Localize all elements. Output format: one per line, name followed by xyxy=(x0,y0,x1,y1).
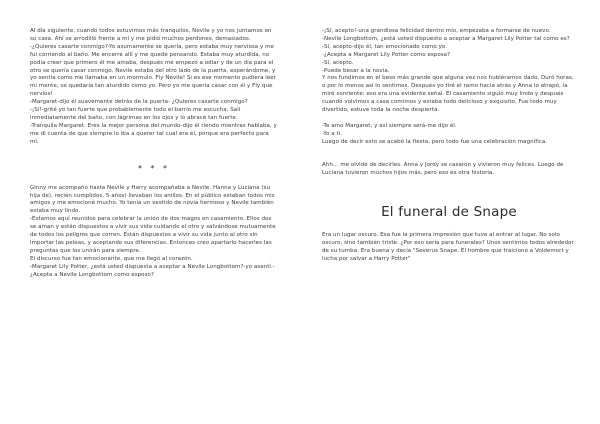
paragraph: -¡Sí, acepto!-una grandiosa felicidad dentro mío, empezaba a formarse de nuevo. xyxy=(322,28,551,34)
paragraph: -Puede besar a la novia. xyxy=(322,67,390,74)
paragraph: Era un lugar oscuro. Esa fue la primera impresión que tuve al entrar al lugar. No solo oscuro, sino también triste. ¿Por eso sería para funerales? Unos sentimos todos alrededor de su tumba. Era buena y decía "Severus Snape. El hombre que traicionó a Voldemort y lucha por salvar a Harry Potter" xyxy=(322,232,574,262)
paragraph: Ahh… me olvidé de decirles. Anna y Jordy se casaron y vivieron muy felices. Luego de Luciana tuvieron muchos hijos más, pero eso es otra historia. xyxy=(322,162,564,177)
paragraph: -¿Acepta a Margaret Lily Potter como esposa? xyxy=(322,51,451,58)
paragraph: -Te amo Margaret, y así siempre será-me dijo él. xyxy=(322,122,457,129)
right-page xyxy=(300,0,600,424)
paragraph: Y nos fundimos en el beso más grande que alguna vez nos hubiéramos dado. Duró horas, o por lo menos así lo sentimos. Después yo tiré el ramo hacia atrás y Anna lo atrapó, la miré sonriente: eso era una evidente señal. El casamiento siguió muy lindo y después cuando volvimos a casa comimos y estaba todo delicioso y exquisito. Fue todo muy divertido, estuve toda la noche despierta. xyxy=(322,75,574,114)
paragraph: El discurso fue tan emocionante, que me llegó al corazón. xyxy=(30,255,193,262)
paragraph: -Sí, acepto-dijo él, tan emocionado como yo. xyxy=(322,43,448,50)
paragraph: -Margaret Lily Potter, ¿está usted dispuesta a aceptar a Nevile Longbottom?-yo asentí.-¿Acepta a Nevile Longbottom como esposo? xyxy=(30,263,275,278)
section-separator: * * * xyxy=(137,163,171,173)
paragraph-group xyxy=(322,162,576,178)
paragraph-group xyxy=(322,28,576,115)
paragraph: -¿Quieres casarte conmigo?-Yo asumamente se quería, pero estaba muy nerviosa y me fui corriendo al baño. Me encerré allí y me quedé pensando. Estaba muy aturdida, no podía creer que primero él me amaba, después me empezó a odiar y de un día para el otro se quería casar conmigo. Nevile estaba del otro lado de la puerta, esperándome, y yo sentía como me llamaba en un mormulo. Fly Nevile! Si es ese momento pudiera leer mi mente, se quedaría tan aturdido como yo. Pero yo me quería casar con él y Fly que nervios! xyxy=(30,43,277,98)
paragraph: -Tranquila Margaret. Eres la mejor persona del mundo-dijo él riendo mientras hablaba, y me di cuenta de que siempre lo iba a querer tal cual era él, porque era perfecto para mí. xyxy=(30,122,277,145)
paragraph: -Yo a ti. xyxy=(322,130,343,137)
chapter-title: El funeral de Snape xyxy=(381,204,517,221)
paragraph: -Nevile Longbottom, ¿está usted dispuesto a aceptar a Margaret Lily Potter tal como es? xyxy=(322,35,570,42)
paragraph: Luego de decir esto se acabó la fiesta, pero todo fue una celebración magnífica. xyxy=(322,138,548,145)
paragraph: -Estamos aquí reunidos para celebrar la unión de dos magos en casamiento. Ellos dos se aman y están dispuestos a vivir sus vida cuidando el otro y salvándose mutuamente de todos los peligros que corren. Están dispuestos a vivir su vida junto al otro sin importar las peleas, y aceptando sus diferencias. Entonces creo apartarlo hacerles las preguntas que los unirán para siempre. xyxy=(30,216,276,254)
paragraph: Al día siguiente, cuando todos estuvimos más tranquilos, Nevile y yo nos juntamos en su casa. Ahí se arrodilló frente a mi y me pidió muchos perdones, demasiados. xyxy=(30,28,272,42)
paragraph: -¡Sí!-grité yo tan fuerte que probablemente todo el barrio me escucha. Salí inmediatamente del baño, con lágrimas en los ojos y lo abracé tan fuerte. xyxy=(30,107,241,121)
paragraph-group xyxy=(30,185,278,280)
paragraph: Ginny me acompañó hasta Nevile y Harry acompañaba a Nevile. Hanna y Luciana (su hija de), recién cumplidos, 5 años) llevaban los anillos. En el público estaban todos mis amigos y me emocioné mucho. Yo tenía un vestido de novia hermoso y Nevile también estaba muy lindo. xyxy=(30,184,275,215)
paragraph-group xyxy=(322,232,576,264)
paragraph: -Sí, acepto. xyxy=(322,59,354,66)
paragraph: -Margaret-dijo él suavemente detrás de la puerta- ¿Quieres casarte conmigo? xyxy=(30,99,248,106)
paragraph-group xyxy=(30,28,278,147)
paragraph-group xyxy=(322,123,576,147)
